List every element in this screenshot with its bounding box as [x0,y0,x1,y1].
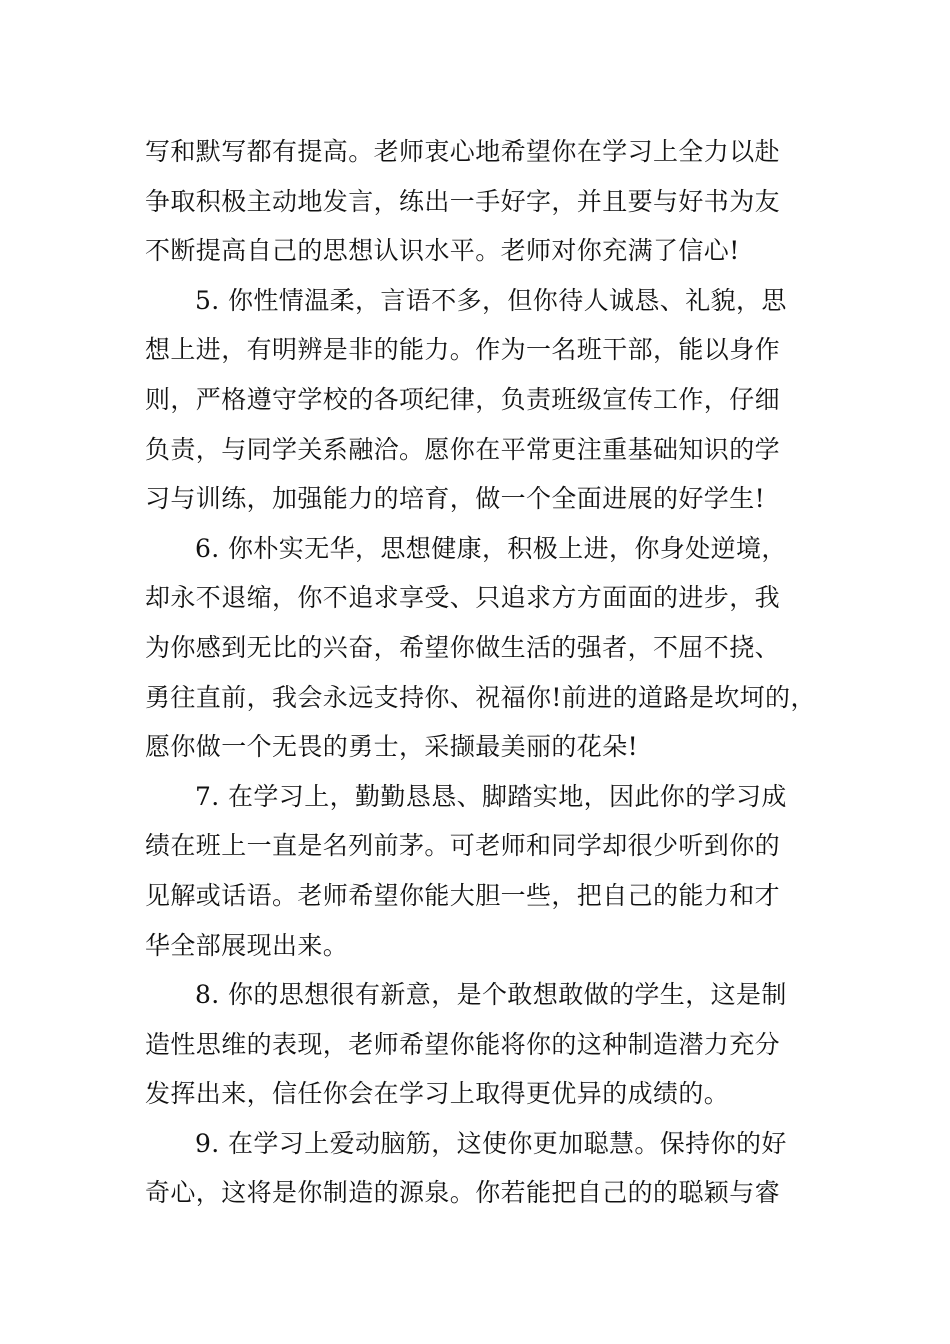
text-line: 发挥出来，信任你会在学习上取得更优异的成绩的。 [145,1079,730,1109]
text-line: 绩在班上一直是名列前茅。可老师和同学却很少听到你的 [145,831,781,861]
paragraph-start-line: 7. 在学习上，勤勤恳恳、脚踏实地，因此你的学习成 [195,781,787,811]
text-line: 勇往直前，我会永远支持你、祝福你!前进的道路是坎坷的， [145,682,816,712]
text-line: 写和默写都有提高。老师衷心地希望你在学习上全力以赴 [145,137,781,166]
paragraph-start-line: 5. 你性情温柔，言语不多，但你待人诚恳、礼貌，思 [195,285,787,315]
paragraph-start-line: 6. 你朴实无华，思想健康，积极上进，你身处逆境， [195,533,787,563]
text-line: 想上进，有明辨是非的能力。作为一名班干部，能以身作 [145,335,781,365]
body-text [145,127,845,1218]
text-line: 不断提高自己的思想认识水平。老师对你充满了信心! [145,236,740,266]
text-line: 争取积极主动地发言，练出一手好字，并且要与好书为友 [145,186,781,216]
text-line: 华全部展现出来。 [145,930,349,960]
paragraph-start-line: 9. 在学习上爱动脑筋，这使你更加聪慧。保持你的好 [195,1128,787,1158]
text-line: 为你感到无比的兴奋，希望你做生活的强者，不屈不挠、 [145,632,781,662]
text-line: 愿你做一个无畏的勇士，采撷最美丽的花朵! [145,732,639,762]
text-line: 却永不退缩，你不追求享受、只追求方方面面的进步，我 [145,583,781,613]
text-line: 造性思维的表现，老师希望你能将你的这种制造潜力充分 [145,1029,781,1059]
paragraph-start-line: 8. 你的思想很有新意，是个敢想敢做的学生，这是制 [195,980,787,1010]
text-line: 负责，与同学关系融洽。愿你在平常更注重基础知识的学 [145,434,781,464]
text-line: 奇心，这将是你制造的源泉。你若能把自己的的聪颖与睿 [145,1178,781,1208]
text-line: 见解或话语。老师希望你能大胆一些，把自己的能力和才 [145,880,781,910]
text-line: 习与训练，加强能力的培育，做一个全面进展的好学生! [145,484,766,514]
text-line: 则，严格遵守学校的各项纪律，负责班级宣传工作，仔细 [145,384,781,414]
